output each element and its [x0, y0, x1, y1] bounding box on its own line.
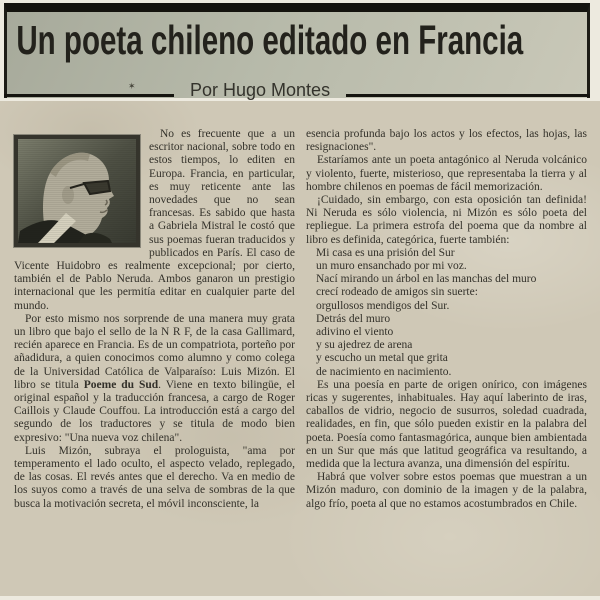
poem-line: de nacimiento en nacimiento.: [316, 365, 452, 378]
byline-rule-left: [4, 94, 174, 97]
poem-line: y escucho un metal que grita: [316, 352, 448, 365]
poem-line: Detrás del muro: [316, 312, 391, 325]
star-mark: ✶: [128, 81, 136, 91]
paragraph: Habrá que volver sobre estos poemas que muestran a un Mizón maduro, con dominio de la imagen y de la palabra, algo frío, poeta al que no estamos acostumbrados en Chile.: [306, 471, 587, 510]
byline-rule-right: [346, 94, 590, 97]
paragraph: Estaríamos ante un poeta antagónico al Neruda volcánico y violento, fuerte, misterioso, que representaba la tierra y al hombre chilenos en poemas de fácil memorización.: [306, 154, 587, 193]
paragraph: ¡Cuidado, sin embargo, con esta oposición tan definida! Ni Neruda es sólo violencia, ni Mizón es sólo poeta del repliegue. La primera estrofa del poema que da nombre al libro es definida, categórica, fuerte también:: [306, 194, 587, 246]
paragraph: esencia profunda bajo los actos y los efectos, las hojas, las resignaciones".: [306, 128, 587, 154]
portrait-photo: [14, 135, 140, 247]
paragraph: [14, 313, 295, 445]
article-body: [14, 128, 586, 511]
byline: Por Hugo Montes: [190, 80, 331, 100]
paragraph: Luis Mizón, subraya el prologuista, "ama por temperamento el lado oculto, el aspecto velado, replegado, de las cosas. El revés antes que el derecho. Va en medio de los suyos como a través de una selva de sombras de la que busca la motivación secreta, el móvil inconsciente, la: [14, 444, 295, 510]
poem-line: Mi casa es una prisión del Sur: [316, 246, 455, 259]
column-right: [306, 128, 587, 511]
poem-line: adivino el viento: [316, 326, 394, 339]
portrait-illustration: [18, 139, 136, 243]
headline-box: [4, 3, 590, 98]
poem-line: orgullosos mendigos del Sur.: [316, 299, 450, 312]
poem-line: y su ajedrez de arena: [316, 339, 413, 352]
paragraph: No es frecuente que a un escritor nacional, sobre todo en estos tiempos, lo editen en Europa. Francia, en particular, es muy reticente ante las novedades que no sean francesas. Es sabido que hasta a Gabriela Mistral le costó que sus poemas fueran traducidos y publicados en París. El caso de Vicente Huidobro es realmente excepcional; por cierto, también el de Pablo Neruda. Ambos ganaron un prestigio internacional que les permitía editar en cualquier parte del mundo.: [14, 128, 295, 312]
poem-line: Nací mirando un árbol en las manchas del muro: [316, 273, 537, 286]
column-left: [14, 128, 295, 511]
book-title: Poeme du Sud: [83, 378, 159, 391]
poem-line: crecí rodeado de amigos sin suerte:: [316, 286, 478, 299]
poem-line: un muro ensanchado por mi voz.: [316, 260, 467, 273]
paragraph-text: . Viene en texto bilingüe, el original español y la traducción francesa, a cargo de Roger Caillois y Claude Couffou. La introducción está a cargo del segundo de los traductores y se titula de modo bien expresivo: "Una nueva voz chilena".: [14, 378, 295, 444]
byline-row: [4, 76, 590, 100]
paragraph: Es una poesía en parte de origen onírico, con imágenes ricas y sugerentes, inhabituales. Hay aquí laberinto de iras, caballos de vidrio, negocio de susurros, soledad cuadrada, realidades, en fin, que sólo pueden existir en la palabra del poeta. Poesía como fantasmagórica, aunque bien ambientada en un Sur que más que latitud geográfica va resultando, a medida que la lectura avanza, una dimensión del espíritu.: [306, 378, 587, 471]
poem: [306, 247, 587, 379]
paragraph-text: Por esto mismo nos sorprende de una manera muy grata un libro que bajo el sello de la N R F, de la casa Gallimard, recién aparece en Francia. Es de un compatriota, porteño por añadidura, a quien conocimos como alumno y como colega de la Universidad Católica de Valparaíso: Luis Mizón. El libro se titula: [14, 312, 295, 391]
headline: Un poeta chileno editado en Francia: [16, 17, 524, 63]
